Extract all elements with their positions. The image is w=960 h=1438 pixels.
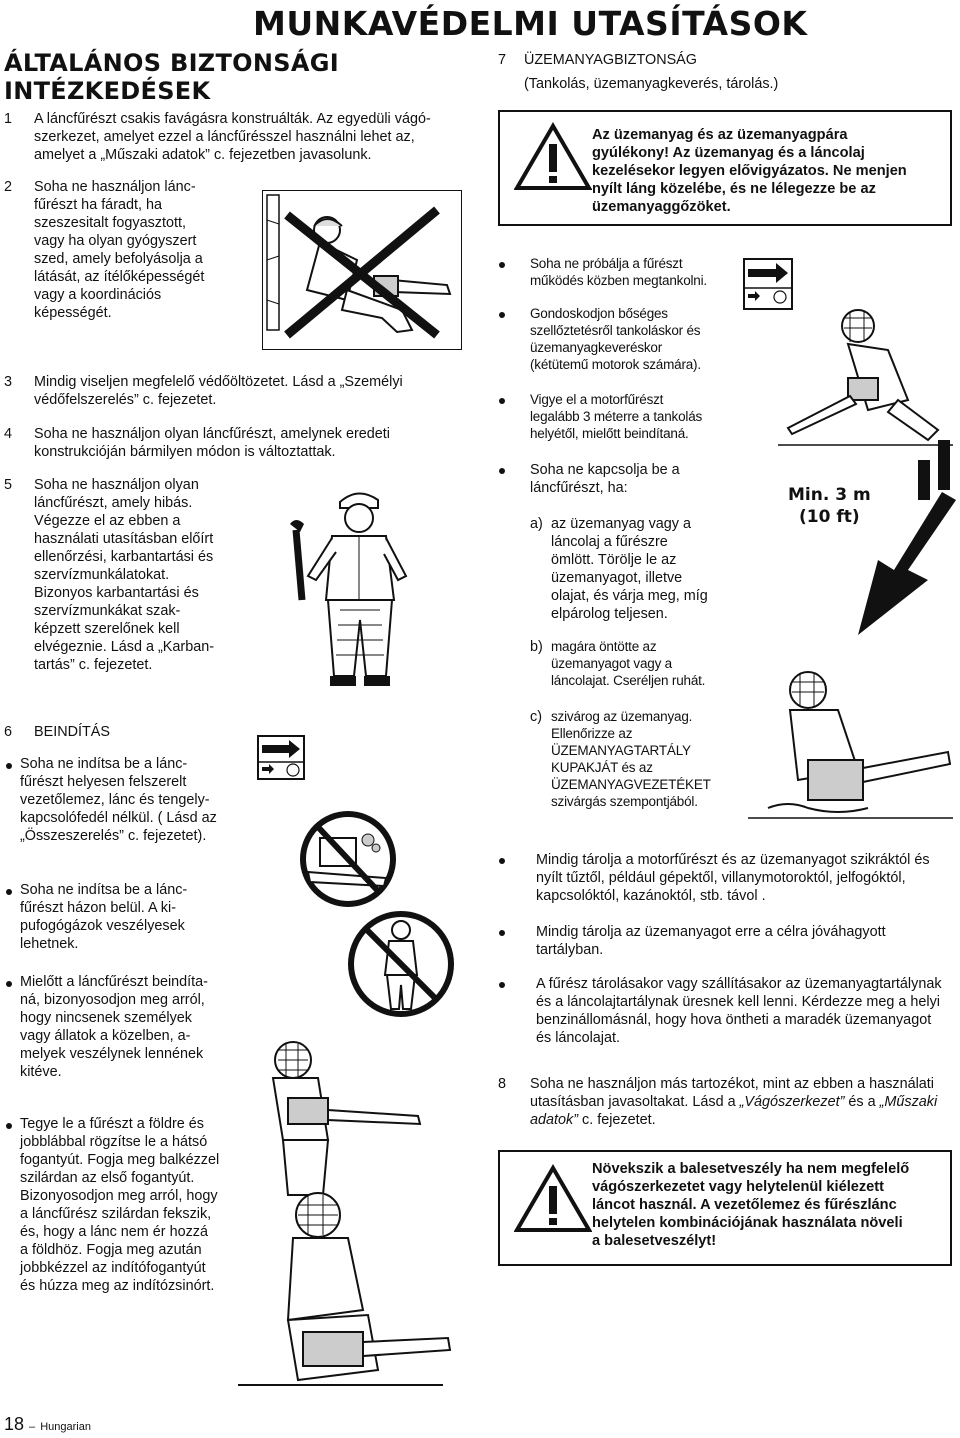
warning-triangle-icon: [514, 122, 592, 192]
section-7-number: 7: [498, 52, 507, 68]
item-4-text: Soha ne használjon olyan láncfűrészt, amelynek eredeti konstrukcióján bármilyen módon is változtattak.: [34, 426, 390, 460]
sub-item-label: c): [530, 709, 542, 725]
item-number: 3: [4, 374, 13, 390]
page-number: 18: [4, 1414, 25, 1434]
page-footer: [4, 1414, 91, 1437]
bullet-dot: [6, 763, 12, 769]
distance-label-metric: Min. 3 m: [788, 485, 871, 505]
mechanic-illustration: [280, 480, 440, 690]
sub-item-c-text: szivárog az üzemanyag. Ellenőrizze az ÜZEMANYAGTARTÁLY KUPAKJÁT és az ÜZEMANYAGVEZETÉKET szivárgás szempontjából.: [551, 709, 711, 809]
section-heading-line2: INTÉZKEDÉSEK: [4, 77, 211, 105]
item-5-text: Soha ne használjon olyan láncfűrészt, amely hibás. Végezze el az ebben a használati utasításban előírt ellenőrzési, karbantartási és szervízmunkálatokat. Bizonyos karbantartási és szervízmunkákat szak- képzett szerelőnek kell elvégeznie. Lásd a „Karban- tartás” c. fejezetet.: [34, 477, 214, 673]
fuel-bullet-2: Gondoskodjon bőséges szellőztetésről tankoláskor és üzemanyagkeveréskor (kétütemű motorok számára).: [530, 306, 701, 372]
distance-label-imperial: (10 ft): [799, 507, 860, 527]
item-8-text-mid: és a: [844, 1094, 880, 1110]
storage-bullet-3: A fűrész tárolásakor vagy szállításakor az üzemanyagtartálynak és a láncolajtartálynak üresnek kell lenni. Kérdezze meg a helyi benzinállomásnál, hogy hova öntheti a maradék üzemanyagot és láncolajat.: [536, 976, 942, 1046]
item-number: 1: [4, 111, 13, 127]
start-bullet-4: Tegye le a fűrészt a földre és jobblábbal rögzítse le a hátsó fogantyút. Fogja meg balkézzel szilárdan az első fogantyút. Bizonyosodjon meg arról, hogy a láncfűrész szilárdan fekszik, és, hogy a lánc nem ér hozzá a földhöz. Fogja meg azután jobbkézzel az indítófogantyút és húzza meg az indítózsinórt.: [20, 1116, 220, 1294]
no-indoor-start-illustration: [298, 800, 398, 918]
distance-arrow-icon: [838, 440, 958, 640]
section-heading-line1: ÁLTALÁNOS BIZTONSÁGI: [4, 49, 339, 77]
item-number: 5: [4, 477, 13, 493]
sub-item-label: b): [530, 639, 543, 655]
section-6-heading: BEINDÍTÁS: [34, 724, 110, 740]
item-8-link-technical-data: „Műszaki adatok”: [530, 1094, 938, 1128]
section-heading: [4, 49, 339, 105]
fuel-bullet-4: Soha ne kapcsolja be a láncfűrészt, ha:: [530, 462, 680, 496]
bullet-dot: [499, 312, 505, 318]
page-title: MUNKAVÉDELMI UTASÍTÁSOK: [253, 4, 808, 43]
bullet-dot: [6, 1123, 12, 1129]
refueling-illustration: [778, 300, 953, 450]
storage-bullet-1: Mindig tárolja a motorfűrészt és az üzemanyagot szikráktól és nyílt tűztől, például gépektől, villanymotoroktól, jelfogóktól, kapcsolóktól, kazánoktól, stb. távol .: [536, 852, 930, 904]
start-bullet-2: Soha ne indítsa be a lánc- fűrészt házon belül. A ki- pufogógázok veszélyesek lehetnek.: [20, 882, 188, 952]
equipment-warning-box: [498, 1150, 952, 1266]
sub-item-a-text: az üzemanyag vagy a láncolaj a fűrészre ömlött. Törölje le az üzemanyagot, illetve olajat, és várja meg, míg elpárolog teljesen.: [551, 516, 708, 622]
item-8-text-after: c. fejezetet.: [578, 1112, 656, 1128]
section-7-heading: ÜZEMANYAGBIZTONSÁG: [524, 52, 697, 68]
start-bullet-1: Soha ne indítsa be a lánc- fűrészt helyesen felszerelt vezetőlemez, lánc és tengely- kapcsolófedél nélkül. ( Lásd az „Összeszerelés” c. fejezetet).: [20, 756, 217, 844]
start-bullet-3: Mielőtt a láncfűrészt beindíta- ná, bizonyosodjon meg arról, hogy nincsenek személyek vagy állatok a közelben, a- melyek veszélynek lennének kitéve.: [20, 974, 208, 1080]
tired-operator-illustration: [262, 190, 462, 350]
item-3-text: Mindig viseljen megfelelő védőöltözetet. Lásd a „Személyi védőfelszerelés” c. fejezetet.: [34, 374, 403, 408]
sub-item-label: a): [530, 516, 543, 532]
section-7-subheading: (Tankolás, üzemanyagkeverés, tárolás.): [524, 76, 779, 92]
item-8-text-before: Soha ne használjon más tartozékot, mint az ebben a használati utasításban javasoltakat. Lásd a: [530, 1076, 934, 1110]
bullet-dot: [6, 981, 12, 987]
distance-label: [788, 484, 871, 528]
footer-dash: –: [29, 1421, 36, 1433]
fuel-spill-illustration: [748, 640, 953, 825]
item-1-text: A láncfűrészt csakis favágásra konstruálták. Az egyedüli vágó- szerkezet, amelyet ezzel a láncfűrésszel használni lehet az, amelyet a „Műszaki adatok” c. fejezetben javasolunk.: [34, 111, 431, 163]
bullet-dot: [499, 262, 505, 268]
fuel-warning-box: [498, 110, 952, 226]
warning-triangle-icon: [514, 1164, 592, 1234]
equipment-warning-text: Növekszik a balesetveszély ha nem megfelelő vágószerkezetet vagy helytelenül kiélezett láncot használ. A vezetőlemez és fűrészlánc helytelen kombinációjának használata növeli a balesetveszélyt!: [592, 1161, 910, 1249]
item-8-number: 8: [498, 1076, 507, 1092]
storage-bullet-2: Mindig tárolja az üzemanyagot erre a célra jóváhagyott tartályban.: [536, 924, 886, 958]
item-2-text: Soha ne használjon lánc- fűrészt ha fáradt, ha szeszesitalt fogyasztott, vagy ha olyan gyógyszert szed, amely befolyásolja a látását, az ítélőképességét vagy a koordinációs képességét.: [34, 179, 205, 321]
sub-item-b-text: magára öntötte az üzemanyagot vagy a láncolajat. Cseréljen ruhát.: [551, 639, 706, 688]
bullet-dot: [499, 982, 505, 988]
fuel-warning-text: Az üzemanyag és az üzemanyagpára gyúlékony! Az üzemanyag és a láncolaj kezelésekor legyen elővigyázatos. Ne menjen nyílt láng közelébe, és ne lélegezze be az üzemanyaggőzöket.: [592, 127, 907, 215]
no-bystanders-illustration: [345, 905, 457, 1023]
item-8-link-cutting-equipment: „Vágószerkezet”: [739, 1094, 845, 1110]
item-8-text: [530, 1075, 958, 1129]
bullet-dot: [499, 468, 505, 474]
item-number: 2: [4, 179, 13, 195]
bullet-dot: [6, 889, 12, 895]
fuel-bullet-1: Soha ne próbálja a fűrészt működés közben megtankolni.: [530, 256, 707, 288]
footer-language: Hungarian: [40, 1421, 91, 1433]
bullet-dot: [499, 930, 505, 936]
fuel-bullet-3: Vigye el a motorfűrészt legalább 3 méterre a tankolás helyétől, mielőtt beindítaná.: [530, 392, 703, 441]
bullet-dot: [499, 858, 505, 864]
item-number: 4: [4, 426, 13, 442]
section-6-number: 6: [4, 724, 13, 740]
starting-saw-illustration: [228, 1020, 453, 1410]
bullet-dot: [499, 398, 505, 404]
start-stop-symbol: [257, 735, 305, 780]
